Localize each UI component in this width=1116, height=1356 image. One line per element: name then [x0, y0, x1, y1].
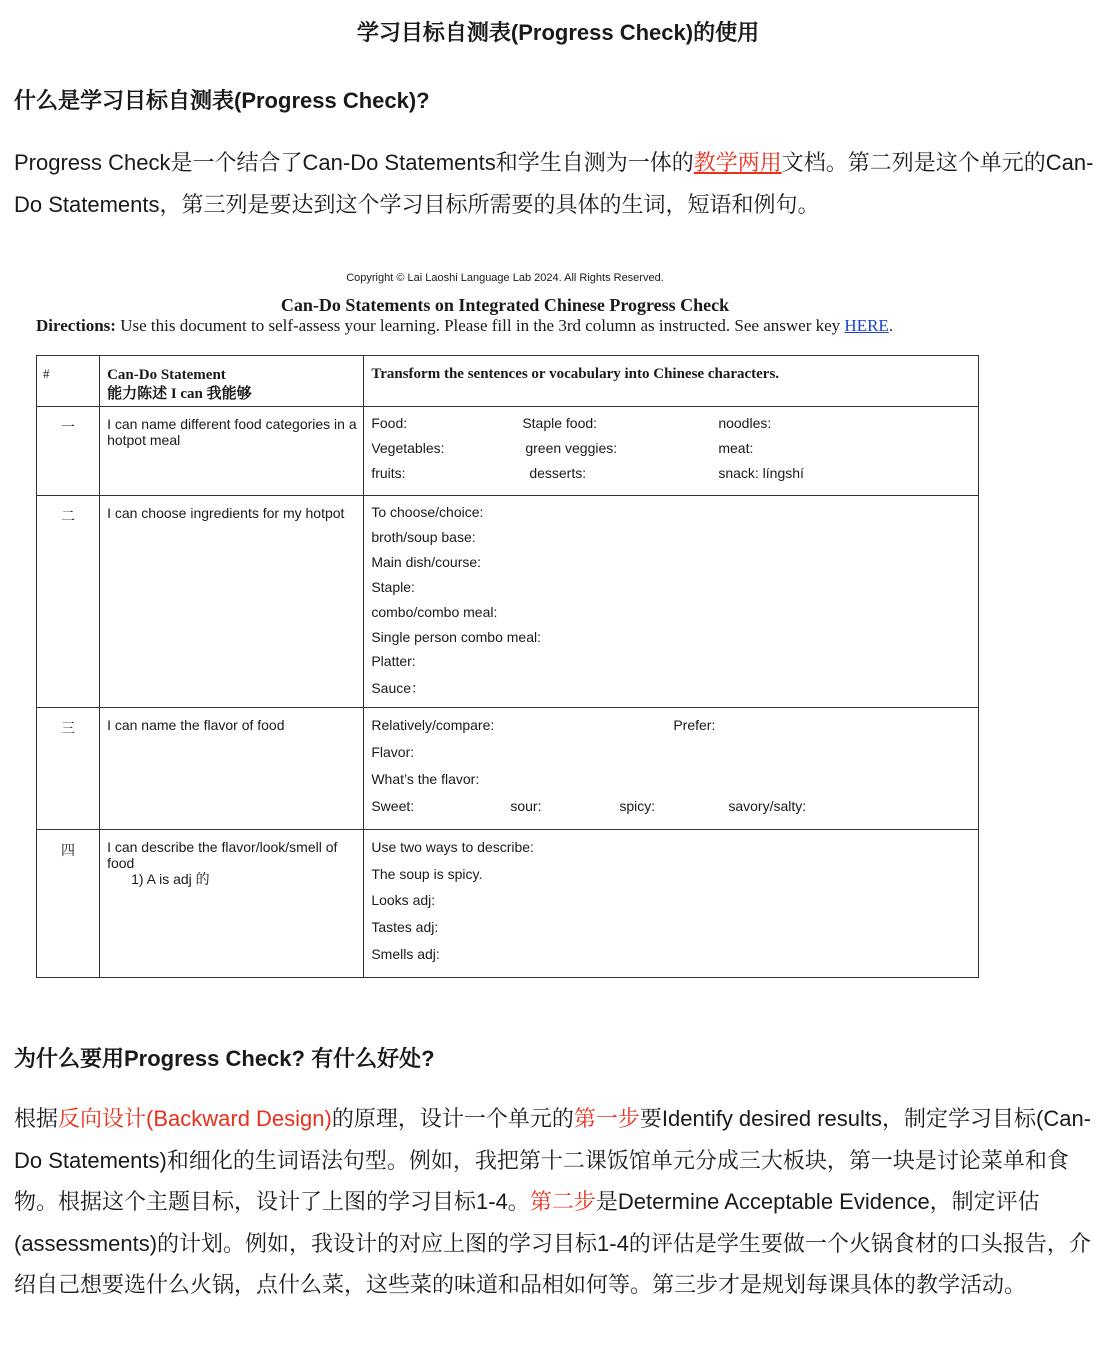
- bd-highlight-backward-design: 反向设计(Backward Design): [58, 1106, 332, 1131]
- field-label: fruits:: [371, 465, 406, 481]
- table-row: [37, 708, 979, 830]
- field-label: Use two ways to describe:: [371, 839, 534, 855]
- field-label: Smells adj:: [371, 946, 440, 962]
- intro-paragraph: [14, 142, 1104, 225]
- bd-text-5: 要Identify desired results，制定学习目标(Can-Do Statements)和细化的生词语法句型。例如，我把第十二课饭馆单元分成三大板块，第一块是讨论菜单和食物。根据这个主题目标，设计了上图的学习目标1-4。: [14, 1106, 1092, 1214]
- directions-text: Use this document to self-assess your learning. Please fill in the 3rd column as instructed. See answer key: [115, 316, 845, 335]
- header-statement-en: Can-Do Statement: [107, 367, 226, 383]
- table-row: [37, 496, 979, 708]
- field-label: Platter:: [371, 653, 416, 669]
- field-label: desserts:: [529, 465, 587, 481]
- row-answer-cell[interactable]: [364, 496, 979, 708]
- field-label: Flavor:: [371, 744, 415, 760]
- bd-text-7: 是Determine Acceptable Evidence，制定评估(assessments)的计划。例如，我设计的对应上图的学习目标1-4的评估是学生要做一个火锅食材的口头报告，介绍自己想要选什么火锅，点什么菜，这些菜的味道和品相如何等。第三步才是规划每课具体的教学活动。: [14, 1189, 1091, 1297]
- document-title: Can-Do Statements on Integrated Chinese Progress Check: [280, 295, 730, 315]
- bd-highlight-step-two: 第二步: [529, 1189, 596, 1214]
- row-number: 一: [37, 407, 100, 496]
- row-number: 四: [37, 830, 100, 978]
- row-number: 三: [37, 708, 100, 830]
- field-label: Sweet:: [371, 798, 415, 814]
- field-label: Staple food:: [522, 415, 598, 431]
- field-label: Staple:: [371, 579, 415, 595]
- field-label: snack: língshí: [718, 465, 804, 481]
- header-statement: [100, 356, 364, 407]
- row-answer-cell[interactable]: [364, 708, 979, 830]
- field-label: savory/salty:: [728, 798, 807, 814]
- field-label: broth/soup base:: [371, 529, 476, 545]
- progress-check-document: [0, 262, 1116, 982]
- field-label: green veggies:: [525, 440, 618, 456]
- header-num: #: [37, 356, 100, 407]
- section-heading-why: 为什么要用Progress Check? 有什么好处?: [14, 1046, 435, 1071]
- field-label: Prefer:: [673, 717, 716, 733]
- row-statement: I can choose ingredients for my hotpot: [100, 496, 364, 708]
- field-label: Tastes adj:: [371, 919, 439, 935]
- dual-use-link[interactable]: 教学两用: [693, 150, 782, 175]
- field-label: Vegetables:: [371, 440, 445, 456]
- directions-end: .: [888, 316, 894, 335]
- field-label: What’s the flavor:: [371, 771, 480, 787]
- row-statement: I can name the flavor of food: [100, 708, 364, 830]
- table-row: [37, 407, 979, 496]
- page-title: 学习目标自测表(Progress Check)的使用: [356, 20, 760, 45]
- backward-design-paragraph: [14, 1098, 1104, 1306]
- field-label: The soup is spicy.: [371, 866, 483, 882]
- table-row: [37, 830, 979, 978]
- row-answer-cell[interactable]: [364, 830, 979, 978]
- directions: [36, 316, 1016, 336]
- field-label: spicy:: [619, 798, 656, 814]
- field-label: noodles:: [718, 415, 772, 431]
- field-label: Single person combo meal:: [371, 629, 541, 645]
- field-label: Looks adj:: [371, 892, 436, 908]
- row-number: 二: [37, 496, 100, 708]
- field-label: Sauce：: [371, 680, 426, 696]
- bd-text-1: 根据: [14, 1106, 59, 1131]
- table-header-row: [37, 356, 979, 407]
- bd-text-3: 的原理，设计一个单元的: [331, 1106, 574, 1131]
- field-label: meat:: [718, 440, 754, 456]
- header-statement-zh: 能力陈述 I can 我能够: [107, 386, 252, 402]
- directions-label: Directions:: [36, 316, 116, 335]
- field-label: combo/combo meal:: [371, 604, 498, 620]
- header-task: Transform the sentences or vocabulary into Chinese characters.: [364, 356, 979, 407]
- answer-key-link[interactable]: HERE: [844, 316, 889, 335]
- intro-text-a: Progress Check是一个结合了Can-Do Statements和学生自测为一体的: [14, 150, 694, 175]
- row-answer-cell[interactable]: [364, 407, 979, 496]
- row-statement-sub: 1) A is adj 的: [131, 871, 210, 887]
- row-statement: [100, 830, 364, 978]
- field-label: Main dish/course:: [371, 554, 482, 570]
- copyright-notice: Copyright © Lai Laoshi Language Lab 2024. All Rights Reserved.: [346, 272, 664, 284]
- field-label: To choose/choice:: [371, 504, 484, 520]
- field-label: Relatively/compare:: [371, 717, 495, 733]
- intro-text-b: 文档。第二列是这个单元的Can-Do Statements，第三列是要达到这个学习目标所需要的具体的生词，短语和例句。: [14, 150, 1094, 217]
- progress-check-table: [36, 355, 979, 978]
- field-label: sour:: [510, 798, 542, 814]
- row-statement-text: I can describe the flavor/look/smell of food: [107, 839, 338, 871]
- section-heading-what: 什么是学习目标自测表(Progress Check)?: [14, 88, 430, 113]
- field-label: Food:: [371, 415, 408, 431]
- bd-highlight-step-one: 第一步: [573, 1106, 640, 1131]
- row-statement: I can name different food categories in a hotpot meal: [100, 407, 364, 496]
